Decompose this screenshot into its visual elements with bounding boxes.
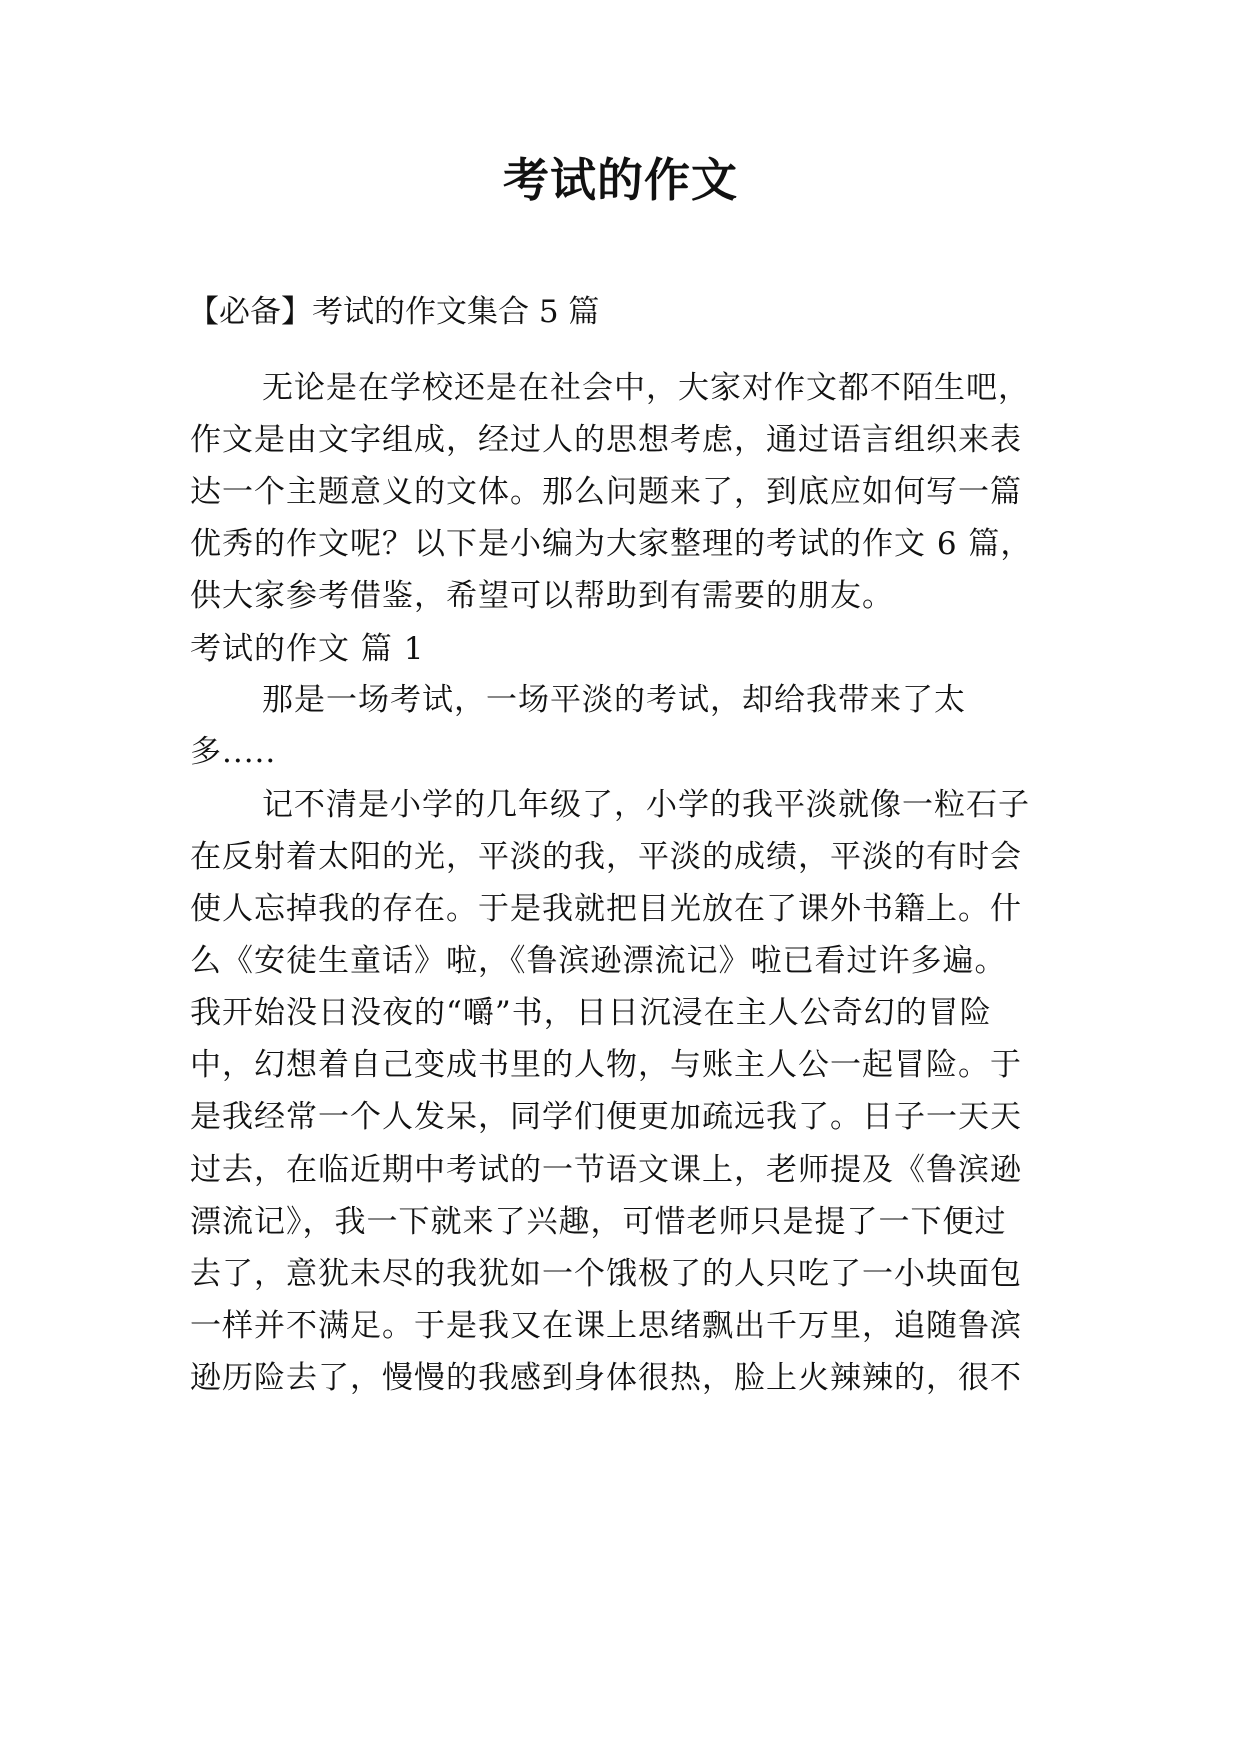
paragraph-line: 作文是由文字组成，经过人的思想考虑，通过语言组织来表	[190, 422, 1022, 458]
paragraph-line: 供大家参考借鉴，希望可以帮助到有需要的朋友。	[190, 578, 894, 614]
paragraph-line: 过去，在临近期中考试的一节语文课上，老师提及《鲁滨逊	[190, 1152, 1022, 1188]
paragraph-line: 在反射着太阳的光，平淡的我，平淡的成绩，平淡的有时会	[190, 839, 1022, 875]
page-title: 考试的作文	[503, 153, 738, 207]
paragraph-line: 使人忘掉我的存在。于是我就把目光放在了课外书籍上。什	[190, 891, 1022, 927]
paragraph-line: 去了，意犹未尽的我犹如一个饿极了的人只吃了一小块面包	[190, 1256, 1022, 1292]
paragraph-line: 漂流记》，我一下就来了兴趣，可惜老师只是提了一下便过	[190, 1204, 1007, 1240]
paragraph-line: 记不清是小学的几年级了，小学的我平淡就像一粒石子	[262, 787, 1030, 823]
paragraph-line: 那是一场考试，一场平淡的考试，却给我带来了太	[262, 682, 966, 718]
paragraph-line: 我开始没日没夜的“嚼”书，日日沉浸在主人公奇幻的冒险	[190, 995, 992, 1031]
paragraph-line: 么《安徒生童话》啦，《鲁滨逊漂流记》啦已看过许多遍。	[190, 943, 1007, 979]
paragraph-line: 是我经常一个人发呆，同学们便更加疏远我了。日子一天天	[190, 1099, 1022, 1135]
paragraph-line: 一样并不满足。于是我又在课上思绪飘出千万里，追随鲁滨	[190, 1308, 1022, 1344]
paragraph-line: 达一个主题意义的文体。那么问题来了，到底应如何写一篇	[190, 474, 1022, 510]
document-subtitle: 【必备】考试的作文集合 5 篇	[188, 294, 600, 330]
paragraph-line: 多.....	[190, 734, 277, 770]
section-heading: 考试的作文 篇 1	[190, 631, 425, 667]
paragraph-line: 无论是在学校还是在社会中，大家对作文都不陌生吧，	[262, 370, 1030, 406]
paragraph-line: 优秀的作文呢？以下是小编为大家整理的考试的作文 6 篇，	[190, 526, 1033, 562]
paragraph-line: 逊历险去了，慢慢的我感到身体很热，脸上火辣辣的，很不	[190, 1360, 1022, 1396]
paragraph-line: 中，幻想着自己变成书里的人物，与账主人公一起冒险。于	[190, 1047, 1022, 1083]
